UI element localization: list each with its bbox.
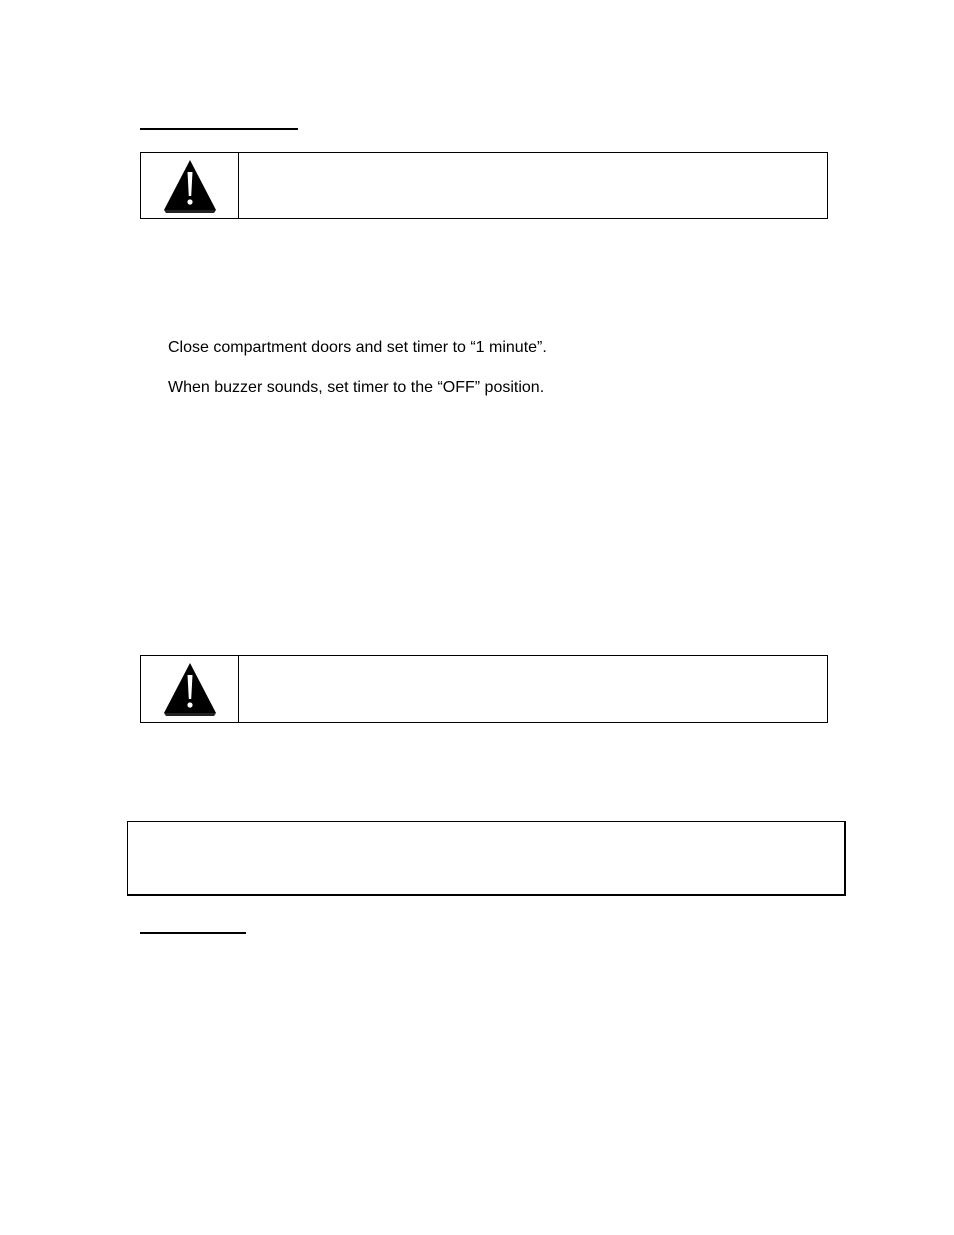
warning-text-cell-1 — [239, 153, 827, 218]
section-heading-underline-bottom — [140, 932, 246, 934]
section-heading-underline-top — [140, 128, 298, 130]
warning-box-2 — [140, 655, 828, 723]
step-buzzer-off: When buzzer sounds, set timer to the “OFF” position. — [168, 379, 545, 396]
step-close-doors: Close compartment doors and set timer to “1 minute”. — [168, 339, 547, 356]
warning-triangle-icon — [160, 158, 220, 214]
warning-icon-cell-2 — [141, 656, 239, 722]
note-box — [127, 821, 846, 896]
warning-text-cell-2 — [239, 656, 827, 722]
warning-icon-cell-1 — [141, 153, 239, 218]
warning-triangle-icon — [160, 661, 220, 717]
warning-box-1 — [140, 152, 828, 219]
